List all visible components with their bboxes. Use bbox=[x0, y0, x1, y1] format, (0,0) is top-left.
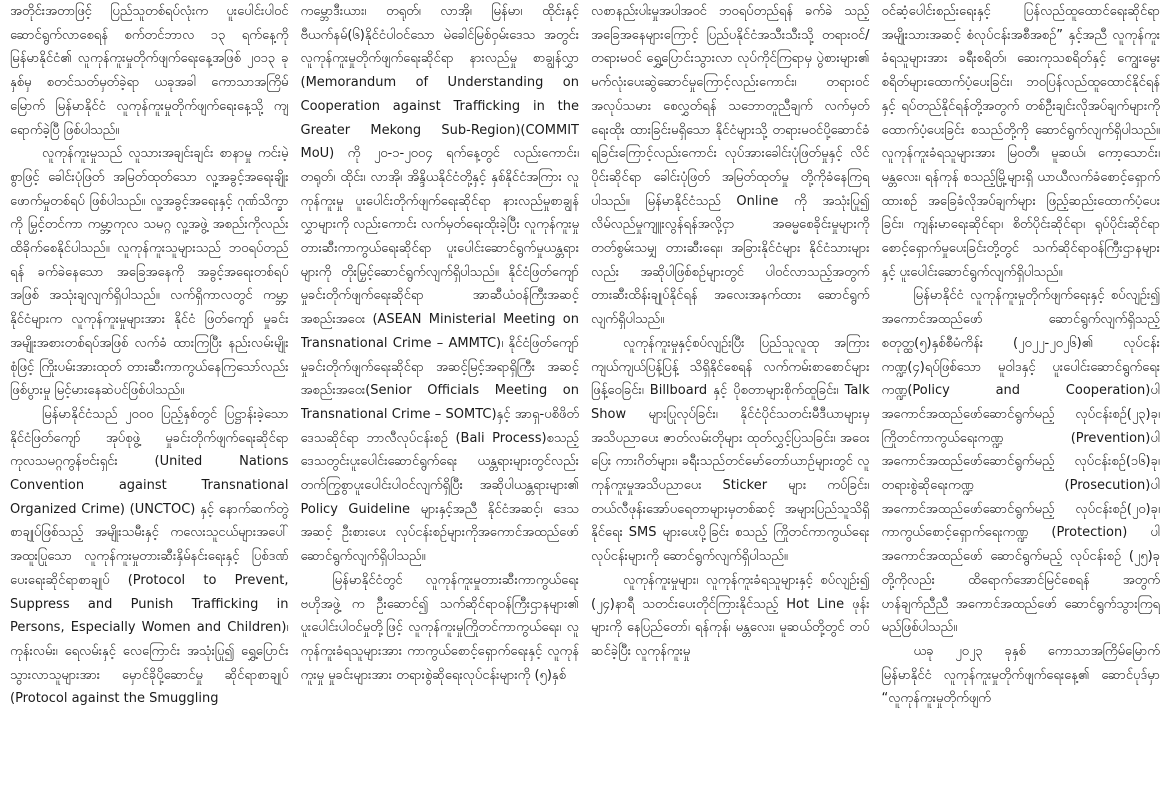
paragraph: ယခု ၂၀၂၃ ခုနှစ် ကောသာအကြိမ်မြောက် မြန်မာနိုင်ငံ လူကုန်ကူးမှုတိုက်ဖျက်ရေးနေ့၏ ဆောင်ပုဒ်မှာ “လူကုန်ကူးမှုတိုက်ဖျက် bbox=[881, 643, 1160, 707]
text-column-4 bbox=[882, 0, 1161, 800]
paragraph: လစာနည်းပါးမှုအပါအဝင် ဘဝရပ်တည်ရန် ခက်ခဲ သည့် အခြေအနေများကြောင့် ပြည်ပနိုင်ငံအသီးသီးသို့ တရားဝင်/တရားမဝင် ရွှေ့ပြောင်းသွားလာ လုပ်ကိုင်ကြရာမှ ပွဲစားများ၏ မက်လုံးပေးဆွဲဆောင်မှုကြောင့်လည်းကောင်း၊ တရားဝင်အလုပ်သမား စေလွှတ်ရန် သဘောတူညီချက် လက်မှတ်ရေးထိုး ထားခြင်းမရှိသော နိုင်ငံများသို့ တရားမဝင်ပို့ဆောင်ခံရခြင်းကြောင့်လည်းကောင်း လုပ်အားခေါင်းပုံဖြတ်မှုနှင့် လိင်ပိုင်းဆိုင်ရာ ခေါင်းပုံဖြတ် အမြတ်ထုတ်မှု တို့ကိုခံနေကြရပါသည်။ မြန်မာနိုင်ငံသည် Online ကို အသုံးပြု၍ လိမ်လည်မှုကျူးလွန်ရန်အလို့ငှာ အဓမ္မစေခိုင်းမှုများကို တတ်စွမ်းသမျှ တားဆီးရေး၊ အခြားနိုင်ငံများ နိုင်ငံသားများလည်း အဆိုပါဖြစ်စဉ်များတွင် ပါဝင်လာသည့်အတွက် တားဆီးထိန်းချုပ်နိုင်ရန် အလေးအနက်ထား ဆောင်ရွက်လျက်ရှိပါသည်။ bbox=[591, 4, 870, 328]
text-column-1 bbox=[10, 0, 289, 800]
paragraph: မြန်မာနိုင်ငံသည် ၂၀၀၀ ပြည့်နှစ်တွင် ပြဋ္ဌာန်းခဲ့သော နိုင်ငံဖြတ်ကျော် အုပ်စုဖွဲ့ မှုခင်းတိုက်ဖျက်ရေးဆိုင်ရာ ကုလသမဂ္ဂကွန်ဗင်းရှင်း (United Nations Convention against Transnational Organized Crime) (UNCTOC) နှင့် နောက်ဆက်တွဲစာချုပ်ဖြစ်သည့် အမျိုးသမီးနှင့် ကလေးသူငယ်များအပေါ် အထူးပြုသော လူကုန်ကူးမှုတားဆီးနှိမ်နင်းရေးနှင့် ပြစ်ဒဏ်ပေးရေးဆိုင်ရာစာချုပ် (Protocol to Prevent, Suppress and Punish Trafficking in Persons, Especially Women and Children)၊ ကုန်းလမ်း၊ ရေလမ်းနှင့် လေကြောင်း အသုံးပြု၍ ရွှေ့ပြောင်းသွားလာသူများအား မှောင်ခိုပို့ဆောင်မှု ဆိုင်ရာစာချုပ် (Protocol against the Smuggling bbox=[10, 406, 289, 707]
paragraph: လူကုန်ကူးမှုနှင့်စပ်လျဉ်းပြီး ပြည်သူလူထု အကြား ကျယ်ကျယ်ပြန့်ပြန့် သိရှိနိုင်စေရန် လက်ကမ်းစာစောင်များ ဖြန့်ဝေခြင်း၊ Billboard နှင့် ပိုစတာများစိုက်ထူခြင်း၊ Talk Show များပြုလုပ်ခြင်း၊ နိုင်ငံပိုင်သတင်းမီဒီယာများမှ အသိပညာပေး ဇာတ်လမ်းတိုများ ထုတ်လွှင့်ပြသခြင်း၊ အဝေးပြေး ကားဂိတ်များ၊ ခရီးသည်တင်မော်တော်ယာဉ်များတွင် လူကုန်ကူးမှုအသိပညာပေး Sticker များ ကပ်ခြင်း၊ တယ်လီဖုန်းအော်ပရေတာများမှတစ်ဆင့် အများပြည်သူသိရှိနိုင်ရေး SMS များပေးပို့ခြင်း စသည့် ကြိုတင်ကာကွယ်ရေးလုပ်ငန်းများကို ဆောင်ရွက်လျက်ရှိပါသည်။ bbox=[591, 335, 870, 565]
paragraph: မြန်မာနိုင်ငံ လူကုန်ကူးမှုတိုက်ဖျက်ရေးနှင့် စပ်လျဉ်း၍ အကောင်အထည်ဖော် ဆောင်ရွက်လျက်ရှိသည့် စတုတ္ထ(၅)နှစ်စီမံကိန်း (၂၀၂၂-၂၀၂၆)၏ လုပ်ငန်းကဏ္ဍ(၄)ရပ်ဖြစ်သော မူဝါဒနှင့် ပူးပေါင်းဆောင်ရွက်ရေးကဏ္ဍ(Policy and Cooperation)ပါ အကောင်အထည်ဖော်ဆောင်ရွက်မည့် လုပ်ငန်းစဉ်(၂၃)ခု၊ ကြိုတင်ကာကွယ်ရေးကဏ္ဍ (Prevention)ပါ အကောင်အထည်ဖော်ဆောင်ရွက်မည့် လုပ်ငန်းစဉ်(၁၆)ခု၊ တရားစွဲဆိုရေးကဏ္ဍ (Prosecution)ပါ အကောင်အထည်ဖော်ဆောင်ရွက်မည့် လုပ်ငန်းစဉ်(၂၀)ခု၊ ကာကွယ်စောင့်ရှောက်ရေးကဏ္ဍ (Protection) ပါ အကောင်အထည်ဖော် ဆောင်ရွက်မည့် လုပ်ငန်းစဉ် (၂၅)ခုတို့ကိုလည်း ထိရောက်အောင်မြင်စေရန် အတွက် ဟန်ချက်ညီညီ အကောင်အထည်ဖော် ဆောင်ရွက်သွားကြရမည်ဖြစ်ပါသည်။ bbox=[881, 288, 1160, 636]
paragraph: လူကုန်ကူးမှုသည် လူသားအချင်းချင်း စာနာမှု ကင်းမဲ့စွာဖြင့် ခေါင်းပုံဖြတ် အမြတ်ထုတ်သော လူ့အခွင့်အရေးချိုးဖောက်မှုတစ်ရပ် ဖြစ်ပါသည်။ လူ့အခွင့်အရေးနှင့် ဂုဏ်သိက္ခာကို မြှင့်တင်ကာ ကမ္ဘာ့ကုလ သမဂ္ဂ လူ့အဖွဲ့ အစည်းကိုလည်း ထိခိုက်စေနိုင်ပါသည်။ လူကုန်ကူးသူများသည် ဘဝရပ်တည်ရန် ခက်ခဲနေသော အခြေအနေကို အခွင့်အရေးတစ်ရပ် အဖြစ် အသုံးချလျက်ရှိပါသည်။ လက်ရှိကာလတွင် ကမ္ဘာ့နိုင်ငံများက လူကုန်ကူးမှုများအား နိုင်ငံ ဖြတ်ကျော် မှုခင်းအမျိုးအစားတစ်ရပ်အဖြစ် လက်ခံ ထားကြပြီး နည်းလမ်းမျိုးစုံဖြင့် ကြိုးပမ်းအားထုတ် တားဆီးကာကွယ်နေကြသော်လည်း ဖြစ်ပွားမှု မြင့်မားနေဆဲပင်ဖြစ်ပါသည်။ bbox=[10, 146, 289, 399]
paragraph: အတိုင်းအတာဖြင့် ပြည်သူတစ်ရပ်လုံးက ပူးပေါင်းပါဝင်ဆောင်ရွက်လာစေရန် စက်တင်ဘာလ ၁၃ ရက်နေ့ကို မြန်မာနိုင်ငံ၏ လူကုန်ကူးမှုတိုက်ဖျက်ရေးနေ့အဖြစ် ၂၀၁၃ ခုနှစ်မှ စတင်သတ်မှတ်ခဲ့ရာ ယခုအခါ ကောသာအကြိမ်မြောက် မြန်မာနိုင်ငံ လူကုန်ကူးမှုတိုက်ဖျက်ရေးနေ့သို့ ကျရောက်ခဲ့ပြီ ဖြစ်ပါသည်။ bbox=[10, 4, 289, 138]
paragraph: ဝင်ဆံ့ပေါင်းစည်းရေးနှင့် ပြန်လည်ထူထောင်ရေးဆိုင်ရာ အမျိုးသားအဆင့် စံလုပ်ငန်းအစီအစဉ်” နှင့်အညီ လူကုန်ကူးခံရသူများအား ခရီးစရိတ်၊ ဆေးကုသစရိတ်နှင့် ကျွေးမွေးစရိတ်များထောက်ပံ့ပေးခြင်း၊ ဘဝပြန်လည်ထူထောင်နိုင်ရန်နှင့် ရပ်တည်နိုင်ရန်တို့အတွက် တစ်ဦးချင်းလိုအပ်ချက်များကို ထောက်ပံ့ပေးခြင်း စသည်တို့ကို ဆောင်ရွက်လျက်ရှိပါသည်။ လူကုန်ကူးခံရသူများအား မြဝတီ၊ မူဆယ်၊ ကော့သောင်း၊ မန္တလေး၊ ရန်ကုန် စသည့်မြို့များရှိ ယာယီလက်ခံစောင့်ရှောက်ထားစဉ် အခြေခံလိုအပ်ချက်များ ဖြည့်ဆည်းထောက်ပံ့ပေးခြင်း၊ ကျန်းမာရေးဆိုင်ရာ၊ စိတ်ပိုင်းဆိုင်ရာ၊ ရုပ်ပိုင်းဆိုင်ရာ စောင့်ရှောက်မှုပေးခြင်းတို့တွင် သက်ဆိုင်ရာဝန်ကြီးဌာနများနှင့် ပူးပေါင်းဆောင်ရွက်လျက်ရှိပါသည်။ bbox=[881, 4, 1160, 280]
text-column-2 bbox=[301, 0, 580, 800]
paragraph: ကမ္ဘောဒီးယား၊ တရုတ်၊ လာအို၊ မြန်မာ၊ ထိုင်းနှင့် ဗီယက်နမ်(၆)နိုင်ငံပါဝင်သော မဲခေါင်မြစ်ဝှမ်းဒေသ အတွင်း လူကုန်ကူးမှုတိုက်ဖျက်ရေးဆိုင်ရာ နားလည်မှု စာချွန်လွှာ (Memorandum of Understanding on Cooperation against Trafficking in the Greater Mekong Sub-Region)(COMMIT MoU) ကို ၂၀-၁-၂၀၀၄ ရက်နေ့တွင် လည်းကောင်း၊ တရုတ်၊ ထိုင်း၊ လာအို၊ အိန္ဒိယနိုင်ငံတို့နှင့် နှစ်နိုင်ငံအကြား လူကုန်ကူးမှု ပူးပေါင်းတိုက်ဖျက်ရေးဆိုင်ရာ နားလည်မှုစာချွန်လွှာများကို လည်းကောင်း လက်မှတ်ရေးထိုးခဲ့ပြီး လူကုန်ကူးမှုတားဆီးကာကွယ်ရေးဆိုင်ရာ ပူးပေါင်းဆောင်ရွက်မှုယန္တရားများကို တိုးမြှင့်ဆောင်ရွက်လျက်ရှိပါသည်။ နိုင်ငံဖြတ်ကျော်မှုခင်းတိုက်ဖျက်ရေးဆိုင်ရာ အာဆီယံဝန်ကြီးအဆင့် အစည်းအဝေး (ASEAN Ministerial Meeting on Transnational Crime – AMMTC)၊ နိုင်ငံဖြတ်ကျော်မှုခင်းတိုက်ဖျက်ရေးဆိုင်ရာ အဆင့်မြင့်အရာရှိကြီး အဆင့်အစည်းအဝေး(Senior Officials Meeting on Transnational Crime – SOMTC)နှင့် အာရှ-ပစိဖိတ်ဒေသဆိုင်ရာ ဘာလီလုပ်ငန်းစဉ် (Bali Process)စသည့် ဒေသတွင်းပူးပေါင်းဆောင်ရွက်ရေး ယန္တရားများတွင်လည်း တက်ကြွစွာပူးပေါင်းပါဝင်လျက်ရှိပြီး အဆိုပါယန္တရားများ၏ Policy Guideline များနှင့်အညီ နိုင်ငံအဆင့်၊ ဒေသအဆင့် ဦးစားပေး လုပ်ငန်းစဉ်များကိုအကောင်အထည်ဖော် ဆောင်ရွက်လျက်ရှိပါသည်။ bbox=[300, 4, 579, 565]
paragraph: လူကုန်ကူးမှုများ၊ လူကုန်ကူးခံရသူများနှင့် စပ်လျဉ်း၍ (၂၄)နာရီ သတင်းပေးတိုင်ကြားနိုင်သည့် Hot Line ဖုန်းများကို နေပြည်တော်၊ ရန်ကုန်၊ မန္တလေး၊ မူဆယ်တို့တွင် တပ်ဆင်ခဲ့ပြီး လူကုန်ကူးမှု bbox=[591, 572, 870, 659]
text-column-3 bbox=[591, 0, 870, 800]
paragraph: မြန်မာနိုင်ငံတွင် လူကုန်ကူးမှုတားဆီးကာကွယ်ရေးဗဟိုအဖွဲ့ က ဦးဆောင်၍ သက်ဆိုင်ရာဝန်ကြီးဌာနများ၏ ပူးပေါင်းပါဝင်မှုတို့ဖြင့် လူကုန်ကူးမှုကြိုတင်ကာကွယ်ရေး၊ လူကုန်ကူးခံရသူများအား ကာကွယ်စောင့်ရှောက်ရေးနှင့် လူကုန်ကူးမှု မှုခင်းများအား တရားစွဲဆိုရေးလုပ်ငန်းများကို (၅)နှစ် bbox=[300, 572, 579, 683]
